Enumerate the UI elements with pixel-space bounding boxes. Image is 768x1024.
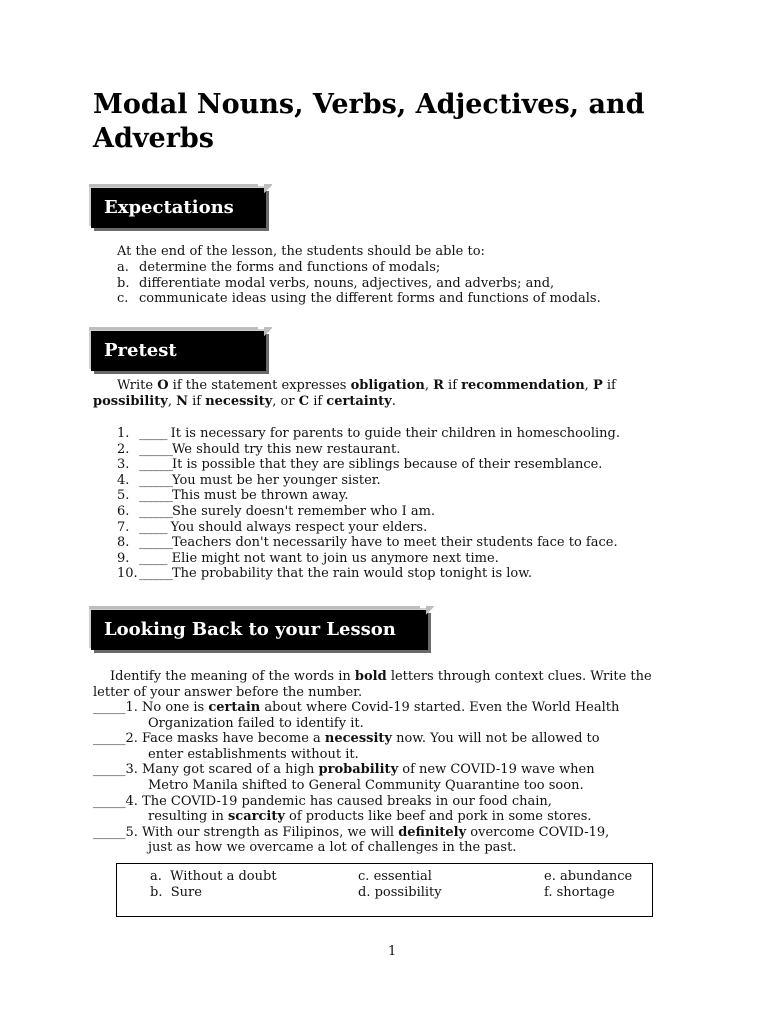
pretest-item: 4. ______You must be her younger sister. <box>117 472 381 488</box>
answer-blank[interactable]: ______ <box>139 488 172 504</box>
list-item-continuation: enter establishments without it. <box>148 746 359 762</box>
list-item: b. differentiate modal verbs, nouns, adjectives, and adverbs; and, <box>117 275 555 291</box>
list-item: _____4. The COVID-19 pandemic has caused breaks in our food chain, <box>93 793 552 809</box>
list-item-continuation: Metro Manila shifted to General Community Quarantine too soon. <box>148 777 584 793</box>
choice-f: f. shortage <box>544 885 615 900</box>
looking-back-heading: Looking Back to your Lesson <box>104 619 396 640</box>
pretest-instructions-line2: possibility, N if necessity, or C if certainty. <box>93 394 396 409</box>
choice-d: d. possibility <box>358 885 442 900</box>
pretest-item: 8. ______Teachers don't necessarily have to meet their students face to face. <box>117 535 618 551</box>
pretest-item: 5. ______This must be thrown away. <box>117 488 349 504</box>
expectations-list <box>117 260 601 307</box>
answer-blank[interactable]: ______ <box>139 472 172 488</box>
pretest-item: 10.______The probability that the rain would stop tonight is low. <box>117 566 532 582</box>
page-number: 1 <box>388 944 397 959</box>
pretest-instructions-line1: Write O if the statement expresses obligation, R if recommendation, P if <box>117 378 616 393</box>
answer-blank[interactable]: ______ <box>139 457 172 473</box>
looking-back-banner <box>91 610 428 650</box>
list-item: _____3. Many got scared of a high probability of new COVID-19 wave when <box>93 762 595 778</box>
list-item-continuation: Organization failed to identify it. <box>148 715 364 731</box>
answer-blank[interactable]: _____ <box>139 426 167 441</box>
pretest-item: 2. ______We should try this new restaurant. <box>117 441 401 457</box>
expectations-intro: At the end of the lesson, the students should be able to: <box>117 244 485 259</box>
answer-blank[interactable]: ______ <box>139 441 172 457</box>
pretest-item: 9. _____ Elie might not want to join us anymore next time. <box>117 550 499 566</box>
answer-choices-box <box>116 863 653 917</box>
answer-blank[interactable]: ______ <box>139 503 172 519</box>
answer-blank[interactable]: ______ <box>139 566 172 582</box>
choice-c: c. essential <box>358 869 432 884</box>
answer-blank[interactable]: _____ <box>139 519 167 535</box>
list-item: _____2. Face masks have become a necessity now. You will not be allowed to <box>93 731 600 747</box>
pretest-item: 1. _____ It is necessary for parents to guide their children in homeschooling. <box>117 426 620 441</box>
answer-blank[interactable]: ____ <box>139 550 161 566</box>
pretest-item: 7. _____ You should always respect your elders. <box>117 519 428 535</box>
pretest-items <box>117 426 620 582</box>
choice-b: b. Sure <box>150 885 202 900</box>
list-item-continuation: resulting in scarcity of products like beef and pork in some stores. <box>148 809 592 825</box>
list-item: a. determine the forms and functions of modals; <box>117 260 441 275</box>
pretest-item: 6. ______She surely doesn't remember who I am. <box>117 503 436 519</box>
choice-e: e. abundance <box>544 869 633 884</box>
page-title: Modal Nouns, Verbs, Adjectives, and Adverbs <box>93 89 645 154</box>
list-item: _____5. With our strength as Filipinos, we will definitely overcome COVID-19, <box>93 824 610 840</box>
pretest-item: 3. ______It is possible that they are siblings because of their resemblance. <box>117 457 603 473</box>
looking-back-instructions-line1: Identify the meaning of the words in bold letters through context clues. Write the <box>110 669 652 684</box>
looking-back-instructions-line2: letter of your answer before the number. <box>93 685 363 700</box>
expectations-banner <box>91 188 266 228</box>
answer-blank[interactable]: ______ <box>139 535 172 551</box>
choice-a: a. Without a doubt <box>150 869 277 884</box>
pretest-heading: Pretest <box>104 340 177 361</box>
list-item: c. communicate ideas using the different forms and functions of modals. <box>117 291 601 307</box>
expectations-heading: Expectations <box>104 197 234 218</box>
list-item-continuation: just as how we overcame a lot of challenges in the past. <box>148 840 517 856</box>
list-item: _____1. No one is certain about where Covid-19 started. Even the World Health <box>93 700 620 715</box>
pretest-banner <box>91 331 266 371</box>
looking-back-items <box>93 700 619 856</box>
